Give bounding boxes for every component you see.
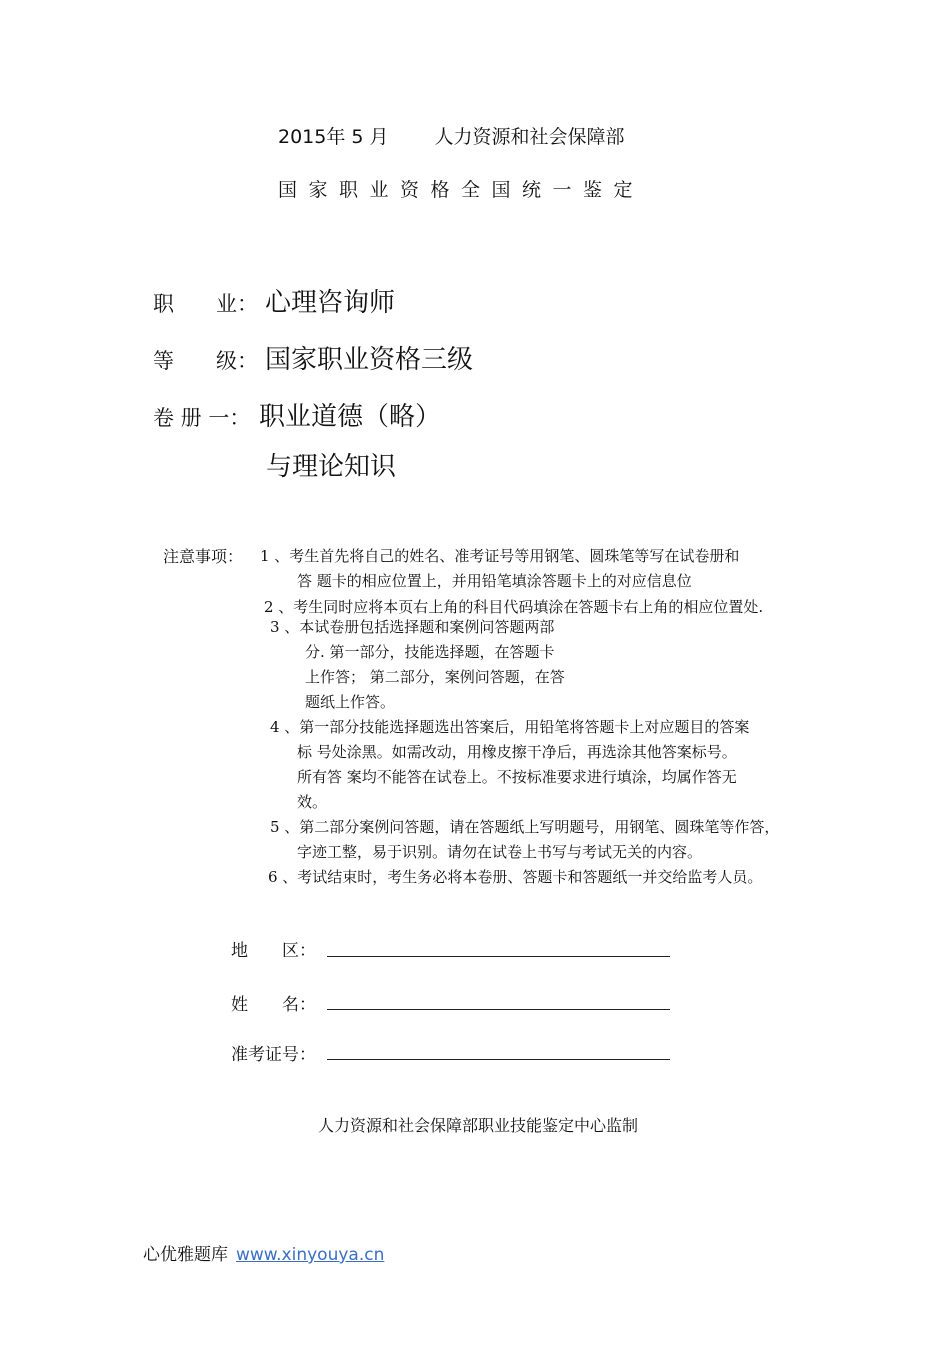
note-line: 上作答； 第二部分，案例问答题，在答 [305, 668, 565, 686]
note-line: 标 号处涂黑。如需改动，用橡皮擦干净后，再选涂其他答案标号。 [297, 743, 737, 761]
id-number-label: 准考证号： [231, 1045, 316, 1065]
volume-field [153, 396, 441, 433]
note-line: 3 、本试卷册包括选择题和案例问答题两部 [270, 618, 555, 636]
issuing-organization: 人力资源和社会保障部职业技能鉴定中心监制 [318, 1116, 639, 1135]
brand-footer [143, 1240, 384, 1265]
note-line: 所有答 案均不能答在试卷上。不按标准要求进行填涂，均属作答无 [297, 768, 737, 786]
occupation-label: 职 业： [153, 292, 258, 316]
note-line: 答 题卡的相应位置上，并用铅笔填涂答题卡上的对应信息位 [297, 572, 692, 590]
occupation-field [153, 282, 395, 319]
note-line: 字迹工整，易于识别。请勿在试卷上书写与考试无关的内容。 [297, 843, 703, 861]
name-input-line[interactable] [327, 1009, 670, 1010]
occupation-value: 心理咨询师 [265, 288, 396, 318]
brand-name: 心优雅题库 [143, 1245, 228, 1265]
website-link[interactable]: www.xinyouya.cn [236, 1245, 385, 1265]
notes-title: 注意事项： [163, 547, 244, 566]
region-label: 地 区： [231, 941, 316, 961]
note-line: 4 、第一部分技能选择题选出答案后，用铅笔将答题卡上对应题目的答案 [270, 718, 750, 736]
exam-date: 2015年 5 月 [278, 126, 389, 148]
note-line: 题纸上作答。 [305, 693, 396, 711]
volume-value: 职业道德（略） [259, 402, 442, 432]
level-value: 国家职业资格三级 [265, 345, 474, 375]
level-field [153, 339, 473, 376]
id-number-input-line[interactable] [327, 1059, 670, 1060]
note-line: 6 、考试结束时，考生务必将本卷册、答题卡和答题纸一并交给监考人员。 [268, 868, 763, 886]
region-input-line[interactable] [327, 956, 670, 957]
note-line: 分. 第一部分，技能选择题，在答题卡 [305, 643, 555, 661]
header-line [278, 122, 625, 149]
exam-title: 国家职业资格全国统一鉴定 [278, 179, 645, 201]
note-line: 1 、考生首先将自己的姓名、准考证号等用钢笔、圆珠笔等写在试卷册和 [260, 547, 740, 565]
name-label: 姓 名： [231, 995, 316, 1015]
level-label: 等 级： [153, 349, 258, 373]
note-line: 2 、考生同时应将本页右上角的科目代码填涂在答题卡右上角的相应位置处. [264, 598, 764, 616]
ministry-name: 人力资源和社会保障部 [434, 126, 625, 148]
volume-label: 卷 册 一： [153, 406, 251, 430]
note-line: 效。 [297, 793, 328, 811]
volume-value-continued: 与理论知识 [266, 452, 397, 482]
note-line: 5 、第二部分案例问答题，请在答题纸上写明题号，用钢笔、圆珠笔等作答， [270, 818, 780, 836]
